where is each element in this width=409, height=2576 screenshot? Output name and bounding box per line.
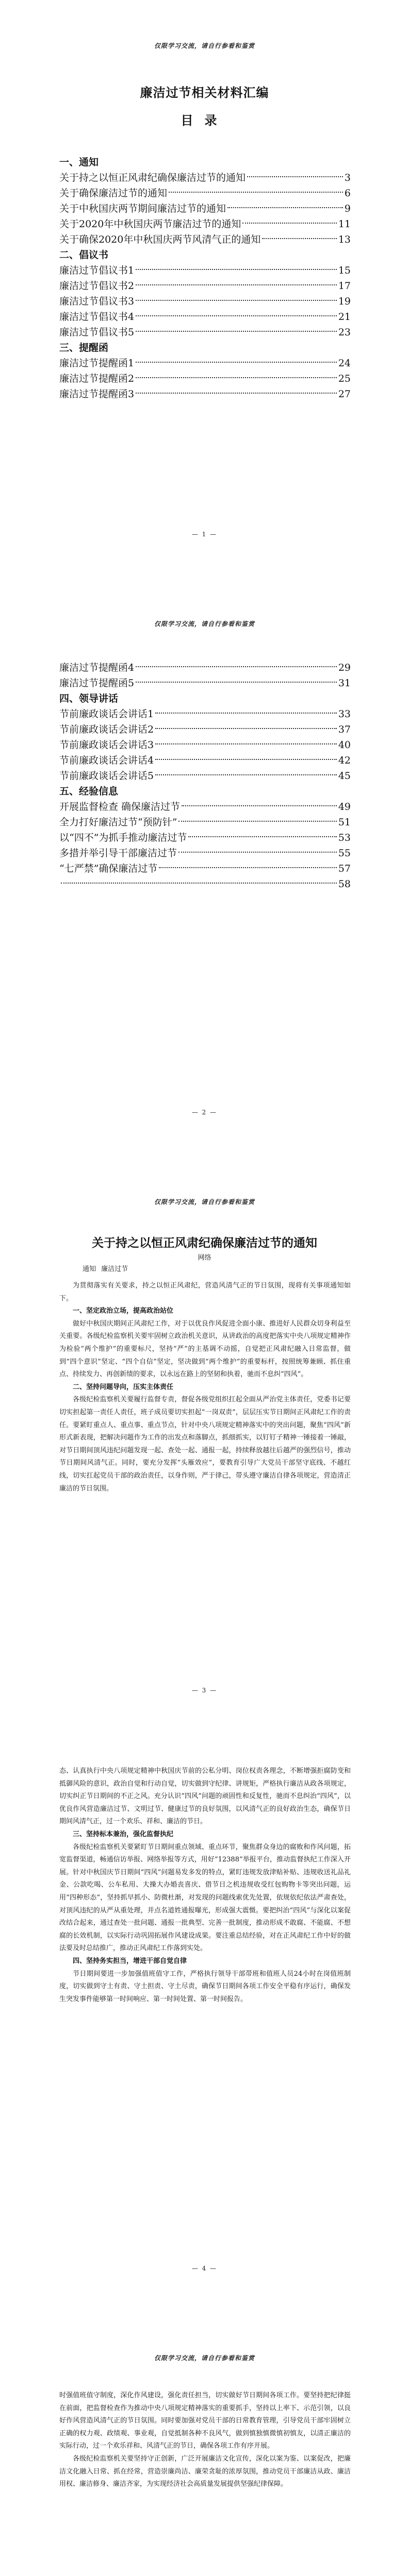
toc-entry-page: 31	[338, 677, 351, 689]
toc-leader-dots	[188, 836, 336, 837]
toc-entry[interactable]	[59, 263, 351, 278]
toc-section-heading: 二、倡议书	[59, 249, 109, 261]
source-label: 网络	[198, 1254, 211, 1262]
section-heading: 三、坚持标本兼治，强化监督执纪	[73, 1830, 174, 1838]
toc-leader-dots	[136, 269, 337, 270]
toc-entry-title: 关于持之以恒正风肃纪确保廉洁过节的通知	[59, 172, 246, 183]
toc-entry-title: 廉洁过节提醒函1	[59, 358, 135, 369]
toc-entry[interactable]	[59, 309, 351, 325]
toc-entry-page: 15	[338, 265, 351, 276]
toc-entry-page: 6	[344, 188, 351, 199]
toc-leader-dots	[262, 238, 336, 239]
toc-entry[interactable]	[59, 232, 351, 247]
toc-entry-title: 廉洁过节倡议书3	[59, 296, 135, 307]
body-paragraph: 各级纪检监察机关要紧盯节日期间重点领域、重点环节，聚焦群众身边的腐败和作风问题，拓宽监督渠道，畅通信访举报、网络举报等方式，用好“12388”举报平台，推动监督执纪工作深入开展。针对中秋国庆节日期间“四风”问题易发多发的特点，紧盯违规发放津贴补贴、违规收送礼品礼金、公款吃喝、公车私用、大操大办婚丧喜庆、借节日之机违规收受红包购物卡等突出问题，运用“四种形态”，坚持抓早抓小、防微杜渐，对发现的问题线索优先处置，依规依纪依法严肃查处，对顶风违纪的从严从重处理，并点名道姓通报曝光，形成强大震慑。要把纠治“四风”与深化以案促改结合起来，通过查处一批问题、通报一批典型、完善一批制度，推动形成不敢腐、不能腐、不想腐的长效机制，以实际行动巩固拓展作风建设成果。要注重总结经验，对在正风肃纪工作中好的做法要及时总结推广，推动正风肃纪工作落到实处。	[59, 1843, 351, 1953]
toc-entry-page: 29	[338, 662, 351, 673]
notice-title: 关于持之以恒正风肃纪确保廉洁过节的通知	[92, 1236, 317, 1250]
toc-entry-title: 廉洁过节提醒函4	[59, 662, 135, 673]
toc-leader-dots	[136, 377, 337, 378]
page-number: — 2 —	[191, 1109, 218, 1116]
toc-entry-title: 廉洁过节倡议书4	[59, 311, 135, 323]
body-paragraph: 节日期间要进一步加强值班值守工作，严格执行领导干部带班和值班人员24小时在岗值班制度，切实做到守土有责、守土担责、守土尽责，确保节日期间各项工作安全平稳有序运行，确保发生突发事件能够第一时间响应、第一时间处置、第一时间报告。	[59, 1970, 351, 2003]
toc-entry-page: 55	[338, 848, 351, 859]
toc-entry-title: 节前廉政谈话会讲话1	[59, 708, 154, 720]
toc-leader-dots	[136, 393, 337, 394]
toc-entry-page: 40	[338, 739, 351, 751]
toc-entry-title: 节前廉政谈话会讲话5	[59, 770, 154, 782]
toc-entry[interactable]	[59, 706, 351, 722]
toc-entry[interactable]	[59, 201, 351, 216]
toc-entry-title: 廉洁过节提醒函2	[59, 373, 135, 384]
toc-entry-page: 25	[338, 373, 351, 384]
toc-entry[interactable]	[59, 355, 351, 371]
page-4	[0, 1734, 409, 2312]
toc-entry-title: 节前廉政谈话会讲话2	[59, 724, 154, 735]
toc-entry-page: 49	[338, 801, 351, 812]
toc-entry[interactable]	[59, 799, 351, 815]
page-header-note: 仅限学习交流，请自行参看和鉴赏	[154, 42, 255, 49]
toc-leader-dots	[159, 867, 336, 868]
toc-entry-title: “七严禁”确保廉洁过节	[59, 863, 158, 874]
toc-label: 目录	[181, 113, 228, 128]
toc-entry-title: 廉洁过节倡议书2	[59, 280, 135, 292]
toc-entry[interactable]	[59, 722, 351, 737]
toc-entry-page: 58	[338, 878, 351, 890]
toc-entry[interactable]	[59, 371, 351, 386]
toc-entry[interactable]	[59, 753, 351, 768]
toc-entry[interactable]	[59, 876, 351, 892]
toc-leader-dots	[155, 713, 337, 714]
toc-section-heading: 三、提醒函	[59, 342, 109, 353]
toc-entry-title: 关于2020年中秋国庆两节廉洁过节的通知	[59, 218, 241, 230]
toc-entry-page: 21	[338, 311, 351, 323]
toc-leader-dots	[178, 821, 336, 822]
section-heading: 四、坚持务实担当，增进干部自觉自律	[73, 1957, 187, 1965]
page-header-note: 仅限学习交流，请自行参看和鉴赏	[154, 2354, 255, 2362]
toc-entry[interactable]	[59, 278, 351, 294]
toc-entry-page: 17	[338, 280, 351, 292]
toc-entry-page: 24	[338, 358, 351, 369]
toc-entry-page: 37	[338, 724, 351, 735]
toc-entry[interactable]	[59, 737, 351, 753]
toc-entry-title: 关于确保廉洁过节的通知	[59, 188, 168, 199]
toc-leader-dots	[155, 728, 337, 729]
toc-leader-dots	[136, 362, 337, 363]
toc-leader-dots	[247, 176, 343, 177]
page-2	[0, 578, 409, 1156]
toc-leader-dots	[155, 759, 337, 760]
toc-entry-page: 42	[338, 755, 351, 766]
toc-entry-title: 廉洁过节倡议书1	[59, 265, 135, 276]
page-number: — 4 —	[191, 2265, 218, 2272]
toc-entry[interactable]	[59, 170, 351, 185]
toc-leader-dots	[169, 192, 343, 193]
toc-entry-title: 开展监督检查 确保廉洁过节	[59, 801, 181, 812]
toc-entry-page: 27	[338, 388, 351, 400]
body-paragraph: 为贯彻落实有关要求，持之以恒正风肃纪，营造风清气正的节日氛围，现将有关事项通知如下。	[59, 1282, 351, 1302]
section-heading: 一、坚定政治立场，提高政治站位	[73, 1307, 174, 1315]
toc-entry-title: 关于确保2020年中秋国庆两节风清气正的通知	[59, 234, 261, 245]
toc-leader-dots	[182, 805, 337, 806]
section-heading: 二、坚持问题导向，压实主体责任	[73, 1383, 174, 1391]
toc-leader-dots	[155, 743, 337, 744]
toc-entry[interactable]	[59, 675, 351, 691]
toc-section-heading: 五、经验信息	[59, 786, 119, 797]
toc-entry-title: 以“四不”为抓手推动廉洁过节	[59, 832, 187, 843]
toc-entry[interactable]	[59, 845, 351, 861]
toc-entry[interactable]	[59, 325, 351, 340]
toc-entry-title: 廉洁过节提醒函3	[59, 388, 135, 400]
table-of-contents	[59, 155, 351, 402]
toc-entry-title: 节前廉政谈话会讲话3	[59, 739, 154, 751]
toc-entry-title: 多措并举引导干部廉洁过节	[59, 848, 177, 859]
page-5	[0, 2312, 409, 2576]
toc-entry[interactable]	[59, 815, 351, 830]
toc-entry-page: 11	[338, 218, 351, 230]
toc-entry[interactable]	[59, 185, 351, 201]
toc-entry[interactable]	[59, 216, 351, 232]
toc-entry-page: 13	[338, 234, 351, 245]
toc-leader-dots	[136, 331, 337, 332]
toc-section-heading: 一、通知	[59, 157, 99, 168]
toc-leader-dots	[242, 223, 336, 224]
body-paragraph: 各级纪检监察机关要坚持守正创新，广泛开展廉洁文化宣传，深化以案为鉴、以案促改，把廉洁文化融入日常、抓在经常，营造崇廉尚洁、廉荣贪耻的浓厚氛围，推动党员干部廉洁从政、廉洁用权、廉洁修身、廉洁齐家，为实现经济社会高质量发展提供坚强纪律保障。	[59, 2454, 351, 2488]
body-paragraph: 态、认真执行中央八项规定精神中秋国庆节前的公私分明、岗位权责各理念，不断增强拒腐防变和抵御风险的意识，政治自觉和行动自觉，切实做到守纪律、讲规矩，严格执行廉洁从政各项规定，切实纠正节日期间的不正之风。充分认识“四风”问题的顽固性和反复性，驰而不息纠治“四风”，以优良作风营造廉洁过节、文明过节、健康过节的良好氛围，以风清气正的良好政治生态，确保节日期间风清气正，过一个欢乐、祥和、廉洁的节日。	[59, 1767, 351, 1826]
tags-label: 通知 廉洁过节	[83, 1265, 128, 1273]
toc-leader-dots	[61, 883, 337, 884]
toc-entry-title: 廉洁过节倡议书5	[59, 327, 135, 338]
toc-entry[interactable]	[59, 294, 351, 309]
toc-entry-page: 23	[338, 327, 351, 338]
body-paragraph: 各级纪检监察机关要履行监督专责，督促各级党组织扛起全面从严治党主体责任，党委书记要切实担起第一责任人责任，班子成员要切实担起“一岗双责”，层层压实节日期间正风肃纪工作的责任。要紧盯重点人、重点事、重点节点，针对中央八项规定精神落实中的突出问题，聚焦“四风”新形式新表现，把解决问题作为工作的出发点和落脚点，抓细抓实，以钉钉子精神一锤接着一锤敲，对节日期间顶风违纪问题发现一起、查处一起、通报一起，持续释放越往后越严的强烈信号，推动节日期间风清气正。同时，要充分发挥“头雁效应”，要教育引导广大党员干部坚守底线、不越红线，切实扛起党员干部的政治责任，以身作则，严于律己，带头遵守廉洁自律各项规定，营造清正廉洁的节日氛围。	[59, 1396, 351, 1493]
body-paragraph: 做好中秋国庆期间正风肃纪工作，对于以优良作风促进全面小康、推进好人民群众切身利益至关重要。各级纪检监察机关要牢固树立政治机关意识，从讲政治的高度把落实中央八项规定精神作为检验“两个维护”的重要标尺，坚持“严”的主基调不动摇，自觉把正风肃纪融入日常监督，做到“四个意识”坚定、“四个自信”坚定，坚决做到“两个维护”的重要标杆，按照统筹兼顾、抓住重点、持续发力、再创新绩的要求，以永远在路上的坚韧和执着，驰而不息纠“四风”。	[59, 1319, 351, 1379]
notice-body-continued	[59, 1765, 351, 2006]
toc-leader-dots	[136, 666, 337, 667]
page-header-note: 仅限学习交流，请自行参看和鉴赏	[154, 620, 255, 628]
toc-leader-dots	[227, 207, 343, 208]
toc-entry[interactable]	[59, 830, 351, 845]
toc-entry[interactable]	[59, 861, 351, 876]
toc-entry[interactable]	[59, 768, 351, 784]
toc-entry-page: 53	[338, 832, 351, 843]
toc-leader-dots	[136, 284, 337, 285]
toc-entry-page: 3	[344, 172, 351, 183]
toc-section-heading: 四、领导讲话	[59, 693, 119, 704]
toc-entry-page: 9	[344, 203, 351, 214]
toc-entry-page: 19	[338, 296, 351, 307]
toc-leader-dots	[178, 852, 337, 853]
notice-body	[59, 1280, 351, 1495]
toc-entry[interactable]	[59, 386, 351, 402]
page-header-note: 仅限学习交流，请自行参看和鉴赏	[154, 1198, 255, 1206]
toc-entry-title: 全力打好廉洁过节“预防针”	[59, 817, 177, 828]
body-paragraph: 时强值班值守制度，深化作风建设，强化责任担当，切实做好节日期间各项工作。要坚持把纪律挺在前面，把监督检查作为推动中央八项规定精神落实的重要抓手，坚持以上率下、示范引领，以良好作风营造风清气正的节日氛围。同时要加强对党员干部的日常教育管理，引导党员干部牢固树立正确的权力观、政绩观、事业观，自觉抵制各种不良风气，做到慎独慎微慎初慎友，以清正廉洁的实际行动，过一个欢乐祥和、风清气正的节日，确保各项工作有序开展。	[59, 2392, 351, 2450]
toc-entry-page: 57	[338, 863, 351, 874]
toc-entry-title: 廉洁过节提醒函5	[59, 677, 135, 689]
toc-entry-page: 33	[338, 708, 351, 720]
toc-entry-title: 节前廉政谈话会讲话4	[59, 755, 154, 766]
page-number: — 3 —	[191, 1687, 218, 1694]
compilation-title: 廉洁过节相关材料汇编	[140, 85, 269, 100]
page-1	[0, 0, 409, 578]
page-3-content	[0, 1156, 409, 1734]
toc-leader-dots	[136, 300, 337, 301]
toc-leader-dots	[155, 774, 337, 775]
toc-leader-dots	[136, 682, 337, 683]
page-number: — 1 —	[191, 531, 218, 538]
toc-entry-title: 关于中秋国庆两节期间廉洁过节的通知	[59, 203, 226, 214]
notice-body-continued	[59, 2389, 351, 2491]
toc-entry-page: 51	[338, 817, 351, 828]
toc-leader-dots	[136, 315, 337, 316]
toc-entry[interactable]	[59, 660, 351, 675]
table-of-contents-continued	[59, 660, 351, 892]
toc-entry-page: 45	[338, 770, 351, 782]
